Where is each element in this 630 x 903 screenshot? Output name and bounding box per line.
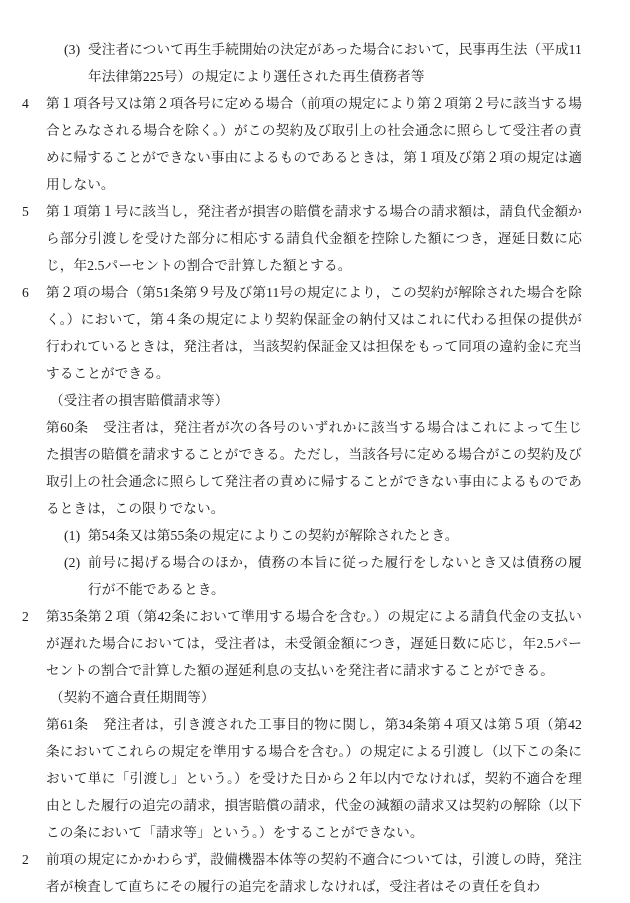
paragraph-text: 第１項各号又は第２項各号に定める場合（前項の規定により第２項第２号に該当する場合とみなされる場合を除く。）がこの契約及び取引上の社会通念に照らして受注者の責めに帰することができない事由によるものであるときは，第１項及び第２項の規定は適用しない。 (46, 96, 582, 192)
paragraph-number: 6 (22, 285, 29, 300)
article-paragraph (46, 711, 582, 846)
document-body (0, 36, 630, 900)
sub-item-text: 第54条又は第55条の規定によりこの契約が解除されたとき。 (88, 528, 459, 543)
article-text: 受注者は，発注者が次の各号のいずれかに該当する場合はこれによって生じた損害の賠償を請求することができる。ただし，当該各号に定める場合がこの契約及び取引上の社会通念に照らして発注者の責めに帰することができない事由によるものであるときは，この限りでない。 (46, 420, 583, 516)
numbered-paragraph (22, 279, 582, 387)
numbered-paragraph (22, 603, 582, 684)
sub-item-marker: (3) (64, 42, 81, 57)
section-heading (50, 684, 582, 711)
numbered-paragraph (22, 198, 582, 279)
paragraph-number: 5 (22, 204, 29, 219)
article-paragraph (46, 414, 582, 522)
paragraph-text: 第35条第２項（第42条において準用する場合を含む。）の規定による請負代金の支払いが遅れた場合においては，受注者は，未受領金額につき，遅延日数に応じ，年2.5パーセントの割合で計算した額の遅延利息の支払いを発注者に請求することができる。 (46, 609, 582, 678)
paragraph-text: 第２項の場合（第51条第９号及び第11号の規定により，この契約が解除された場合を除く。）において，第４条の規定により契約保証金の納付又はこれに代わる担保の提供が行われているときは，発注者は，当該契約保証金又は担保をもって同項の違約金に充当することができる。 (46, 285, 582, 381)
numbered-paragraph (22, 846, 582, 900)
section-heading (50, 387, 582, 414)
paragraph-number: 2 (22, 852, 29, 867)
sub-item (64, 522, 582, 549)
paragraph-number: 4 (22, 96, 29, 111)
paragraph-number: 2 (22, 609, 29, 624)
article-text: 発注者は，引き渡された工事目的物に関し，第34条第４項又は第５項（第42条においてこれらの規定を準用する場合を含む。）の規定による引渡し（以下この条において単に「引渡し」という。）を受けた日から２年以内でなければ，契約不適合を理由とした履行の追完の請求，損害賠償の請求，代金の減額の請求又は契約の解除（以下この条において「請求等」という。）をすることができない。 (46, 717, 582, 840)
section-heading-text: （契約不適合責任期間等） (50, 690, 215, 705)
paragraph-text: 前項の規定にかかわらず，設備機器本体等の契約不適合については，引渡しの時，発注者が検査して直ちにその履行の追完を請求しなければ，受注者はその責任を負わ (46, 852, 582, 894)
section-heading-text: （受注者の損害賠償請求等） (50, 393, 229, 408)
sub-item (64, 549, 582, 603)
sub-item-marker: (2) (64, 555, 81, 570)
sub-item-text: 受注者について再生手続開始の決定があった場合において，民事再生法（平成11年法律第225号）の規定により選任された再生債務者等 (88, 42, 582, 84)
numbered-paragraph (22, 90, 582, 198)
sub-item (64, 36, 582, 90)
sub-item-marker: (1) (64, 528, 81, 543)
article-number: 第61条 (46, 717, 89, 732)
paragraph-text: 第１項第１号に該当し，発注者が損害の賠償を請求する場合の請求額は，請負代金額から部分引渡しを受けた部分に相応する請負代金額を控除した額につき，遅延日数に応じ，年2.5パーセントの割合で計算した額とする。 (46, 204, 582, 273)
sub-item-text: 前号に掲げる場合のほか，債務の本旨に従った履行をしないとき又は債務の履行が不能であるとき。 (88, 555, 582, 597)
article-number: 第60条 (46, 420, 89, 435)
